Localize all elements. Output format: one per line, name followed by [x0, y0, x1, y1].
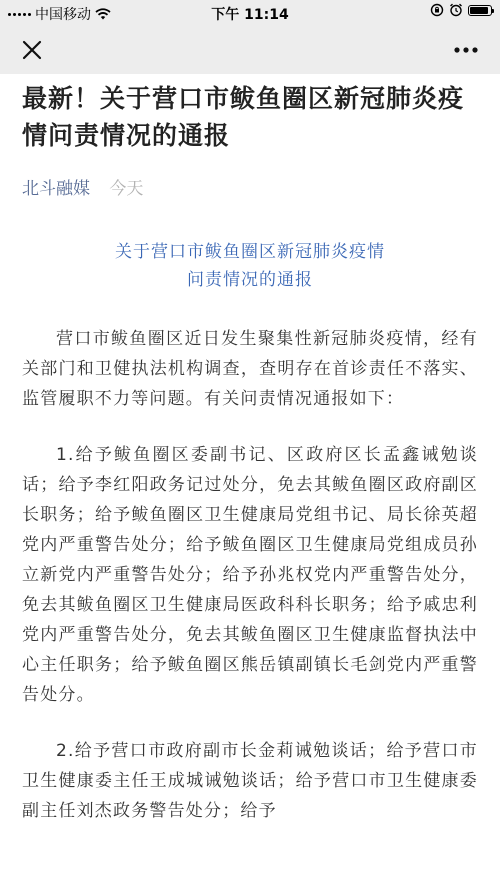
article-meta	[22, 176, 478, 202]
article-subtitle	[22, 238, 478, 294]
more-button[interactable]	[452, 38, 480, 62]
source-link[interactable]: 北斗融媒	[22, 179, 90, 199]
article-content	[22, 74, 478, 826]
item-2-paragraph: 2.给予营口市政府副市长金莉诫勉谈话；给予营口市卫生健康委主任王成城诫勉谈话；给予营口市卫生健康委副主任刘杰政务警告处分；给予	[22, 741, 478, 821]
status-time: 下午 11:14	[211, 7, 289, 23]
carrier-label: 中国移动	[35, 7, 91, 23]
publish-date: 今天	[109, 179, 144, 199]
status-right	[430, 3, 492, 17]
close-icon[interactable]	[20, 38, 44, 62]
intro-paragraph: 营口市鲅鱼圈区近日发生聚集性新冠肺炎疫情，经有关部门和卫健执法机构调查，查明存在首诊责任不落实、监管履职不力等问题。有关问责情况通报如下：	[22, 329, 478, 409]
item-1-paragraph: 1.给予鲅鱼圈区委副书记、区政府区长孟鑫诫勉谈话；给予李红阳政务记过处分，免去其鲅鱼圈区政府副区长职务；给予鲅鱼圈区卫生健康局党组书记、局长徐英超党内严重警告处分；给予鲅鱼圈区卫生健康局党组成员孙立新党内严重警告处分；给予孙兆权党内严重警告处分，免去其鲅鱼圈区卫生健康局医政科科长职务；给予戚忠利党内严重警告处分，免去其鲅鱼圈区卫生健康监督执法中心主任职务；给予鲅鱼圈区熊岳镇副镇长毛剑党内严重警告处分。	[22, 445, 478, 705]
alarm-icon	[449, 3, 463, 17]
more-dots-icon[interactable]	[452, 38, 480, 62]
orientation-lock-icon	[430, 3, 444, 17]
status-bar	[0, 0, 500, 26]
close-button[interactable]	[20, 38, 44, 62]
subtitle-line-1: 关于营口市鲅鱼圈区新冠肺炎疫情	[115, 242, 385, 262]
nav-bar	[0, 26, 500, 74]
battery-icon	[468, 5, 492, 16]
subtitle-line-2: 问责情况的通报	[187, 270, 313, 290]
article-title: 最新！关于营口市鲅鱼圈区新冠肺炎疫情问责情况的通报	[22, 84, 465, 150]
